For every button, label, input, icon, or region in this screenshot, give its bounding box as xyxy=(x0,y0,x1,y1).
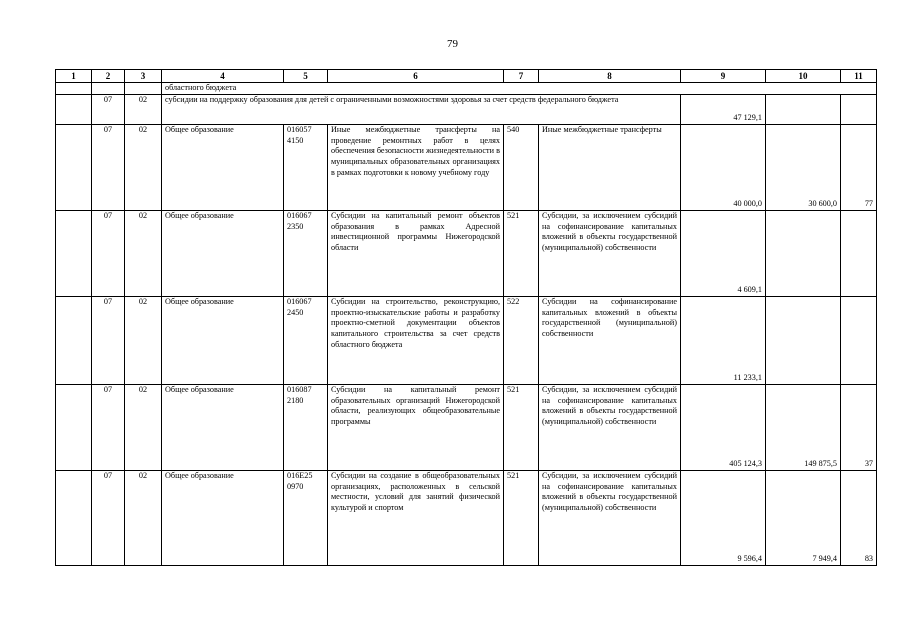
table-row xyxy=(56,210,877,296)
expense-type-code: 540 xyxy=(504,124,539,210)
section-code: 07 xyxy=(92,210,125,296)
empty-cell xyxy=(56,470,92,565)
column-header: 3 xyxy=(125,70,162,83)
section-name: Общее образование xyxy=(162,296,284,384)
percent-col11: 37 xyxy=(841,384,877,470)
section-code: 07 xyxy=(92,384,125,470)
amount-col10 xyxy=(766,296,841,384)
subsection-code: 02 xyxy=(125,470,162,565)
section-name: Общее образование xyxy=(162,124,284,210)
column-header: 10 xyxy=(766,70,841,83)
subsection-code: 02 xyxy=(125,124,162,210)
target-article-code: 016067 2350 xyxy=(284,210,328,296)
percent-col11 xyxy=(841,210,877,296)
column-header: 11 xyxy=(841,70,877,83)
empty-cell xyxy=(841,94,877,124)
section-code: 07 xyxy=(92,94,125,124)
column-header: 4 xyxy=(162,70,284,83)
section-name: Общее образование xyxy=(162,384,284,470)
table-row xyxy=(56,124,877,210)
expense-type-name: Субсидии, за исключением субсидий на софинансирование капитальных вложений в объекты государственной (муниципальной) собственности xyxy=(539,384,681,470)
subsection-code: 02 xyxy=(125,94,162,124)
amount-col9: 405 124,3 xyxy=(681,384,766,470)
empty-cell xyxy=(92,83,125,95)
expense-type-code: 521 xyxy=(504,470,539,565)
amount-col10: 149 875,5 xyxy=(766,384,841,470)
empty-cell xyxy=(125,83,162,95)
subsidy-title-row xyxy=(56,94,877,124)
amount-col9: 9 596,4 xyxy=(681,470,766,565)
target-article-code: 016057 4150 xyxy=(284,124,328,210)
expense-type-name: Субсидии, за исключением субсидий на софинансирование капитальных вложений в объекты государственной (муниципальной) собственности xyxy=(539,210,681,296)
column-header: 9 xyxy=(681,70,766,83)
section-code: 07 xyxy=(92,296,125,384)
expense-type-code: 521 xyxy=(504,210,539,296)
header-row xyxy=(56,70,877,83)
percent-col11 xyxy=(841,296,877,384)
expense-description: Иные межбюджетные трансферты на проведение ремонтных работ в целях обеспечения безопасности жизнедеятельности в муниципальных образовательных организациях в рамках подготовки к новому учебному году xyxy=(328,124,504,210)
section-name: Общее образование xyxy=(162,210,284,296)
expense-description: Субсидии на капитальный ремонт образовательных организаций Нижегородской области, реализующих общеобразовательные программы xyxy=(328,384,504,470)
expense-description: Субсидии на строительство, реконструкцию, проектно-изыскательские работы и разработку проектно-сметной документации объектов капитального строительства за счет средств областного бюджета xyxy=(328,296,504,384)
budget-table xyxy=(55,69,877,566)
empty-cell xyxy=(56,83,92,95)
table-row xyxy=(56,384,877,470)
section-code: 07 xyxy=(92,470,125,565)
amount-col10 xyxy=(766,210,841,296)
continuation-text: областного бюджета xyxy=(162,83,877,95)
section-code: 07 xyxy=(92,124,125,210)
subsection-code: 02 xyxy=(125,296,162,384)
empty-cell xyxy=(766,94,841,124)
empty-cell xyxy=(56,384,92,470)
table-row xyxy=(56,296,877,384)
target-article-code: 016067 2450 xyxy=(284,296,328,384)
column-header: 6 xyxy=(328,70,504,83)
subsection-code: 02 xyxy=(125,384,162,470)
expense-type-code: 521 xyxy=(504,384,539,470)
amount-col9: 4 609,1 xyxy=(681,210,766,296)
column-header: 5 xyxy=(284,70,328,83)
subsidy-title-text: субсидии на поддержку образования для детей с ограниченными возможностями здоровья за счет средств федерального бюджета xyxy=(162,94,681,124)
amount-col10: 30 600,0 xyxy=(766,124,841,210)
expense-type-code: 522 xyxy=(504,296,539,384)
amount-col9: 11 233,1 xyxy=(681,296,766,384)
expense-description: Субсидии на создание в общеобразовательных организациях, расположенных в сельской местности, условий для занятий физической культурой и спортом xyxy=(328,470,504,565)
section-name: Общее образование xyxy=(162,470,284,565)
percent-col11: 77 xyxy=(841,124,877,210)
amount-col9: 40 000,0 xyxy=(681,124,766,210)
column-header: 1 xyxy=(56,70,92,83)
expense-type-name: Субсидии, за исключением субсидий на софинансирование капитальных вложений в объекты государственной (муниципальной) собственности xyxy=(539,470,681,565)
column-header: 2 xyxy=(92,70,125,83)
expense-type-name: Субсидии на софинансирование капитальных вложений в объекты государственной (муниципальной) собственности xyxy=(539,296,681,384)
page-number: 79 xyxy=(447,38,458,50)
amount-col10: 7 949,4 xyxy=(766,470,841,565)
table-row xyxy=(56,470,877,565)
empty-cell xyxy=(56,210,92,296)
expense-description: Субсидии на капитальный ремонт объектов образования в рамках Адресной инвестиционной программы Нижегородской области xyxy=(328,210,504,296)
empty-cell xyxy=(56,296,92,384)
column-header: 7 xyxy=(504,70,539,83)
continuation-row xyxy=(56,83,877,95)
target-article-code: 016E25 0970 xyxy=(284,470,328,565)
subsection-code: 02 xyxy=(125,210,162,296)
amount-col9: 47 129,1 xyxy=(681,94,766,124)
column-header: 8 xyxy=(539,70,681,83)
empty-cell xyxy=(56,124,92,210)
expense-type-name: Иные межбюджетные трансферты xyxy=(539,124,681,210)
empty-cell xyxy=(56,94,92,124)
target-article-code: 016087 2180 xyxy=(284,384,328,470)
percent-col11: 83 xyxy=(841,470,877,565)
